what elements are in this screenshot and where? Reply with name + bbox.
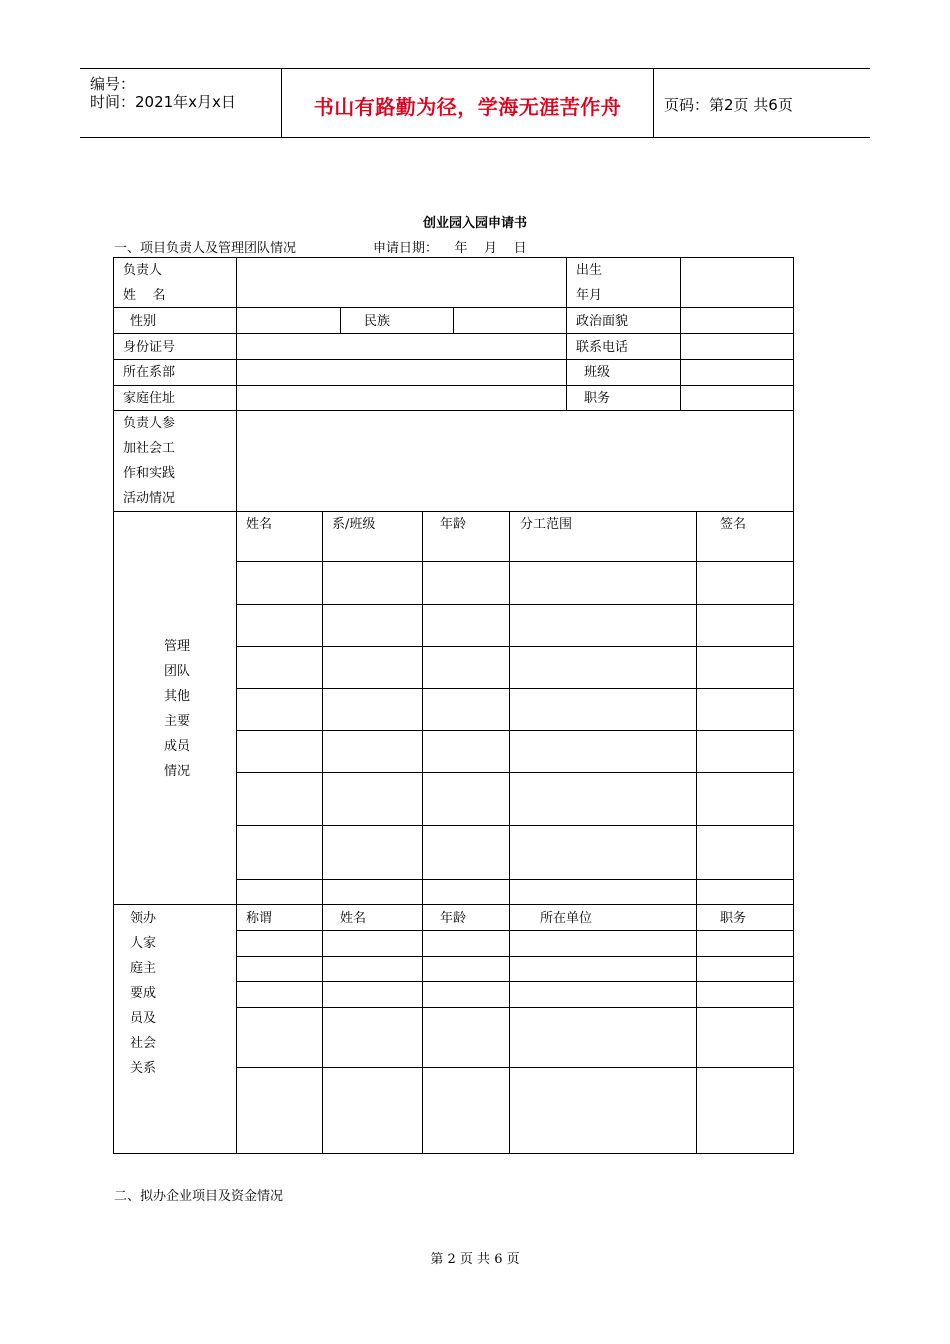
label-political: 政治面貌 [576, 314, 629, 329]
family-header-workplace: 所在单位 [540, 911, 593, 926]
label-birth-2: 年月 [576, 288, 603, 303]
family-label-2: 人家 [130, 936, 157, 951]
team-label-3: 其他 [164, 689, 191, 704]
team-label-4: 主要 [164, 714, 191, 729]
family-label-1: 领办 [130, 911, 157, 926]
team-label-2: 团队 [164, 664, 191, 679]
label-birth-1: 出生 [576, 263, 603, 278]
section1-title: 一、项目负责人及管理团队情况 [114, 241, 297, 256]
form-title: 创业园入园申请书 [422, 216, 527, 231]
header-page-cell [654, 69, 870, 137]
label-name-1: 负责人 [123, 263, 163, 278]
number-label: 编号： [90, 75, 136, 93]
family-header-position: 职务 [720, 911, 747, 926]
label-name-2: 姓 名 [123, 288, 166, 303]
team-label-1: 管理 [164, 639, 191, 654]
team-header-name: 姓名 [246, 517, 273, 532]
document-header [80, 68, 870, 138]
family-header-relation: 称谓 [246, 911, 273, 926]
family-label-4: 要成 [130, 986, 157, 1001]
family-header-age: 年龄 [440, 911, 467, 926]
label-department: 所在系部 [123, 365, 176, 380]
label-experience-2: 加社会工 [123, 441, 176, 456]
label-address: 家庭住址 [123, 391, 176, 406]
family-header-name: 姓名 [340, 911, 367, 926]
motto: 书山有路勤为径，学海无涯苦作舟 [313, 95, 622, 119]
family-label-3: 庭主 [130, 961, 157, 976]
label-id-number: 身份证号 [123, 340, 176, 355]
team-header-signature: 签名 [720, 517, 747, 532]
team-label-5: 成员 [164, 739, 191, 754]
family-label-7: 关系 [130, 1061, 157, 1076]
label-phone: 联系电话 [576, 340, 629, 355]
header-motto-cell [282, 69, 654, 137]
page-info: 页码：第2页 共6页 [664, 96, 793, 114]
label-experience-1: 负责人参 [123, 416, 176, 431]
label-class: 班级 [584, 365, 611, 380]
team-header-class: 系/班级 [332, 517, 376, 532]
page-footer: 第 2 页 共 6 页 [430, 1252, 520, 1267]
header-meta-cell [80, 69, 282, 137]
section2-title: 二、拟办企业项目及资金情况 [114, 1189, 284, 1204]
family-label-6: 社会 [130, 1036, 157, 1051]
time-label: 时间：2021年x月x日 [90, 93, 236, 111]
label-position: 职务 [584, 391, 611, 406]
team-header-age: 年龄 [440, 517, 467, 532]
team-header-role: 分工范围 [520, 517, 573, 532]
label-experience-3: 作和实践 [123, 466, 176, 481]
label-gender: 性别 [130, 314, 157, 329]
family-label-5: 员及 [130, 1011, 157, 1026]
team-label-6: 情况 [164, 764, 191, 779]
label-experience-4: 活动情况 [123, 491, 176, 506]
label-ethnicity: 民族 [364, 314, 391, 329]
apply-date: 申请日期： 年 月 日 [373, 241, 527, 256]
